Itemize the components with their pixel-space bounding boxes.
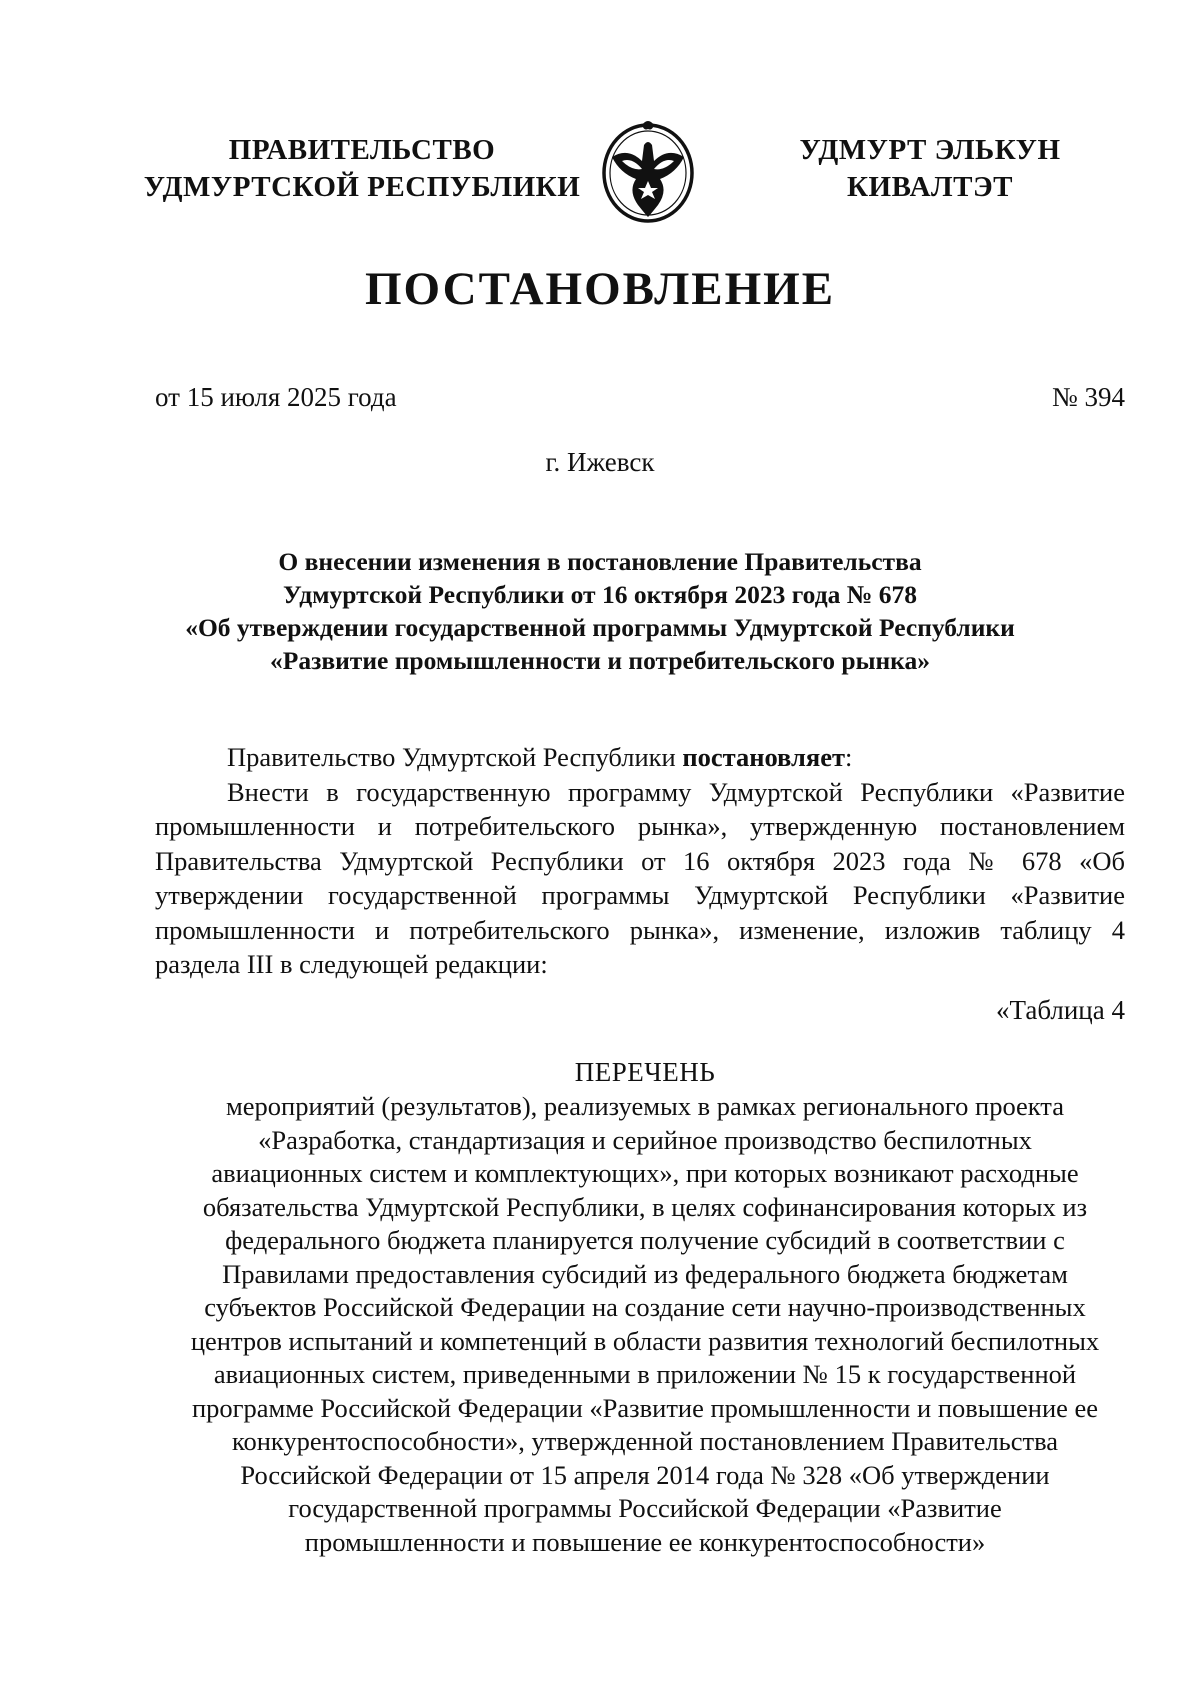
list-line: авиационных систем, приведенными в приложении № 15 к государственной xyxy=(213,1359,1077,1389)
intro-text: Правительство Удмуртской Республики xyxy=(227,742,683,772)
paragraph-line-4: утверждении государственной программы Удмуртской Республики «Развитие xyxy=(155,880,1125,910)
paragraph-line-6: раздела III в следующей редакции: xyxy=(155,949,548,979)
document-city: г. Ижевск xyxy=(545,447,655,477)
list-line: программе Российской Федерации «Развитие промышленности и повышение ее xyxy=(191,1392,1099,1423)
paragraph-line-1: Внести в государственную программу Удмуртской Республики «Развитие xyxy=(227,776,1125,807)
list-line: субъектов Российской Федерации на создание сети научно-производственных xyxy=(204,1292,1086,1322)
document-number: № 394 xyxy=(1051,382,1125,412)
list-title: ПЕРЕЧЕНЬ xyxy=(574,1057,716,1087)
intro-verb: постановляет xyxy=(682,742,846,772)
list-line: Российской Федерации от 15 апреля 2014 года № 328 «Об утверждении xyxy=(240,1459,1050,1490)
paragraph-line-5: промышленности и потребительского рынка», изменение, изложив таблицу 4 xyxy=(155,914,1125,945)
government-name-line-1: ПРАВИТЕЛЬСТВО xyxy=(228,134,496,166)
list-line: государственной программы Российской Федерации «Развитие xyxy=(288,1493,1002,1523)
list-line: Правилами предоставления субсидий из федерального бюджета бюджетам xyxy=(222,1258,1068,1289)
paragraph-line-3: Правительства Удмуртской Республики от 16 октября 2023 года № 678 «Об xyxy=(155,845,1125,876)
document-subject xyxy=(100,545,1100,677)
document-date: от 15 июля 2025 года xyxy=(155,382,397,412)
subject-line-1: О внесении изменения в постановление Правительства xyxy=(278,547,922,576)
government-name-udmurt-line-1: УДМУРТ ЭЛЬКУН xyxy=(799,134,1061,166)
government-name-russian xyxy=(142,132,582,206)
subject-line-2: Удмуртской Республики от 16 октября 2023 года № 678 xyxy=(283,580,917,609)
subject-line-3: «Об утверждении государственной программы Удмуртской Республики xyxy=(185,613,1015,642)
intro-colon: : xyxy=(845,742,853,772)
government-name-udmurt xyxy=(780,132,1080,206)
list-line: обязательства Удмуртской Республики, в целях софинансирования которых из xyxy=(202,1191,1088,1222)
subject-line-4: «Развитие промышленности и потребительского рынка» xyxy=(270,646,930,675)
udmurt-coat-of-arms-icon xyxy=(598,117,698,225)
list-line: центров испытаний и компетенций в области развития технологий беспилотных xyxy=(190,1325,1100,1356)
paragraph-line-2: промышленности и потребительского рынка», утвержденную постановлением xyxy=(155,811,1125,841)
list-line: конкурентоспособности», утвержденной постановлением Правительства xyxy=(231,1426,1059,1456)
list-description xyxy=(150,1090,1140,1559)
table-label: «Таблица 4 xyxy=(996,995,1125,1025)
document-type-title: ПОСТАНОВЛЕНИЕ xyxy=(364,263,836,315)
list-line: «Разработка, стандартизация и серийное производство беспилотных xyxy=(258,1124,1032,1155)
list-line: промышленности и повышение ее конкурентоспособности» xyxy=(304,1526,986,1557)
resolution-body xyxy=(155,740,1125,982)
list-line: мероприятий (результатов), реализуемых в рамках регионального проекта xyxy=(226,1091,1064,1121)
main-paragraph xyxy=(155,775,1125,982)
list-line: авиационных систем и комплектующих», при которых возникают расходные xyxy=(211,1158,1079,1188)
list-line: федерального бюджета планируется получение субсидий в соответствии с xyxy=(225,1225,1065,1255)
intro-paragraph xyxy=(155,740,1125,775)
government-name-line-2: УДМУРТСКОЙ РЕСПУБЛИКИ xyxy=(143,171,581,203)
government-name-udmurt-line-2: КИВАЛТЭТ xyxy=(846,171,1013,203)
